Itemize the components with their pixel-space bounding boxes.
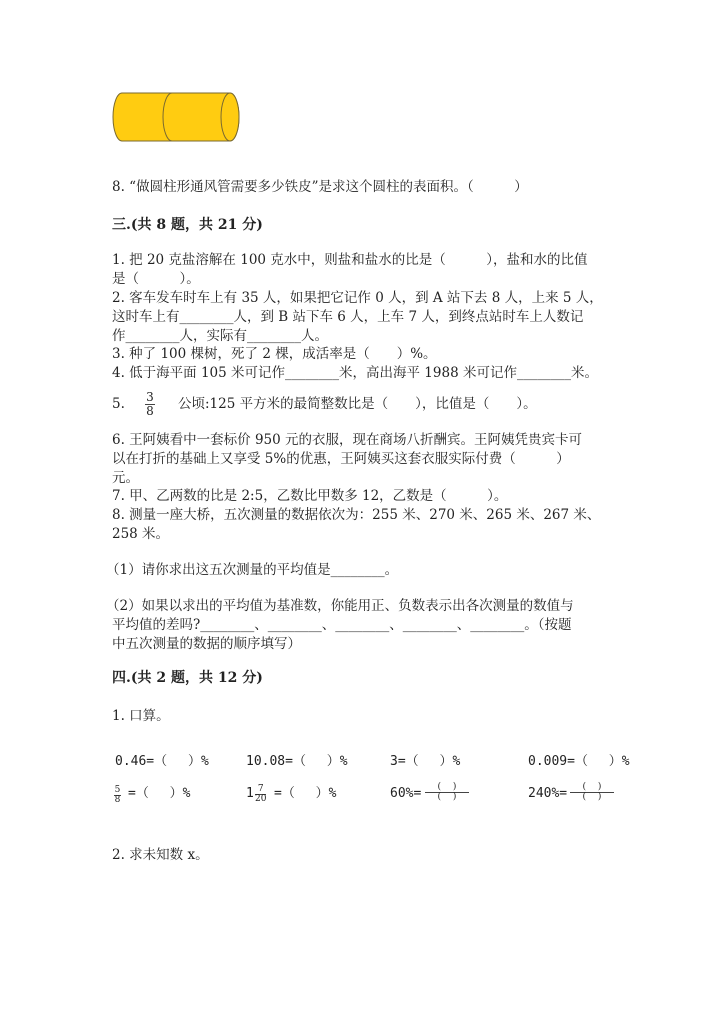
denominator: 8 [114,795,121,805]
sub-question-2: （2）如果以求出的平均值为基准数，你能用正、负数表示出各次测量的数值与 [106,598,574,614]
calc-item: 10.08=（ ）% [246,754,348,769]
line: 中五次测量的数据的顺序填写） [112,636,301,652]
line: 平均值的差吗?________、________、________、________、________。（按题 [112,617,572,633]
line: 1. 把 20 克盐溶解在 100 克水中，则盐和盐水的比是（ ），盐和水的比值 [112,252,588,268]
numerator: 3 [146,390,154,404]
numerator: 5 [114,785,121,795]
calc-item: =（ ）% [128,786,191,801]
sub-question-1: （1）请你求出这五次测量的平均值是________。 [106,562,399,578]
blank: ( ) [582,782,602,792]
line: 元。 [112,470,139,486]
calc-item: 0.009=（ ）% [528,754,630,769]
line: 这时车上有________人，到 B 站下车 6 人，上车 7 人，到终点站时车上人数记 [112,309,584,325]
q5-number: 5. [112,396,125,412]
line: 7. 甲、乙两数的比是 2:5，乙数比甲数多 12，乙数是（ ）。 [112,488,508,504]
oral-calc-heading: 1. 口算。 [112,708,170,724]
q5-text: 公顷:125 平方米的最简整数比是（ ），比值是（ ）。 [178,396,537,412]
line: 以在打折的基础上又享受 5%的优惠，王阿姨买这套衣服实际付费（ ） [112,451,570,467]
calc-item: 0.46=（ ）% [115,754,209,769]
mixed-whole: 1 [246,786,254,801]
blank-fraction [425,783,469,802]
calc-item: 3=（ ）% [390,754,461,769]
line: 6. 王阿姨看中一套标价 950 元的衣服，现在商场八折酬宾。王阿姨凭贵宾卡可 [112,432,583,448]
section-4-title: 四.(共 2 题，共 12 分) [112,670,263,686]
fraction-5-8 [114,786,121,805]
blank: ( ) [582,792,602,802]
denominator: 20 [255,794,267,804]
blank: ( ) [437,782,457,792]
line: 2. 客车发车时车上有 35 人，如果把它记作 0 人，到 A 站下去 8 人，上来 5 人， [112,290,603,306]
line: 3. 种了 100 棵树，死了 2 棵，成活率是（ ）%。 [112,346,437,362]
section-3-title: 三.(共 8 题，共 21 分) [112,217,263,233]
fraction-3-8 [145,391,155,418]
solve-x-heading: 2. 求未知数 x。 [112,847,209,863]
blank: ( ) [437,792,457,802]
line: 4. 低于海平面 105 米可记作________米，高出海平 1988 米可记作________米。 [112,365,598,381]
fraction-7-20 [255,785,266,804]
cylinder-figure [110,90,242,144]
line: 258 米。 [112,526,170,542]
denominator: 8 [146,404,154,418]
calc-item: =（ ）% [274,786,337,801]
calc-item: 60%= [390,786,422,801]
blank-fraction [570,783,614,802]
numerator: 7 [257,784,264,794]
line: 作________人，实际有________人。 [112,328,328,344]
calc-item: 240%= [528,786,568,801]
line: 是（ ）。 [112,271,200,287]
true-false-q8: 8. “做圆柱形通风管需要多少铁皮”是求这个圆柱的表面积。（ ） [112,179,528,195]
line: 8. 测量一座大桥，五次测量的数据依次为：255 米、270 米、265 米、267 米、 [112,507,601,523]
